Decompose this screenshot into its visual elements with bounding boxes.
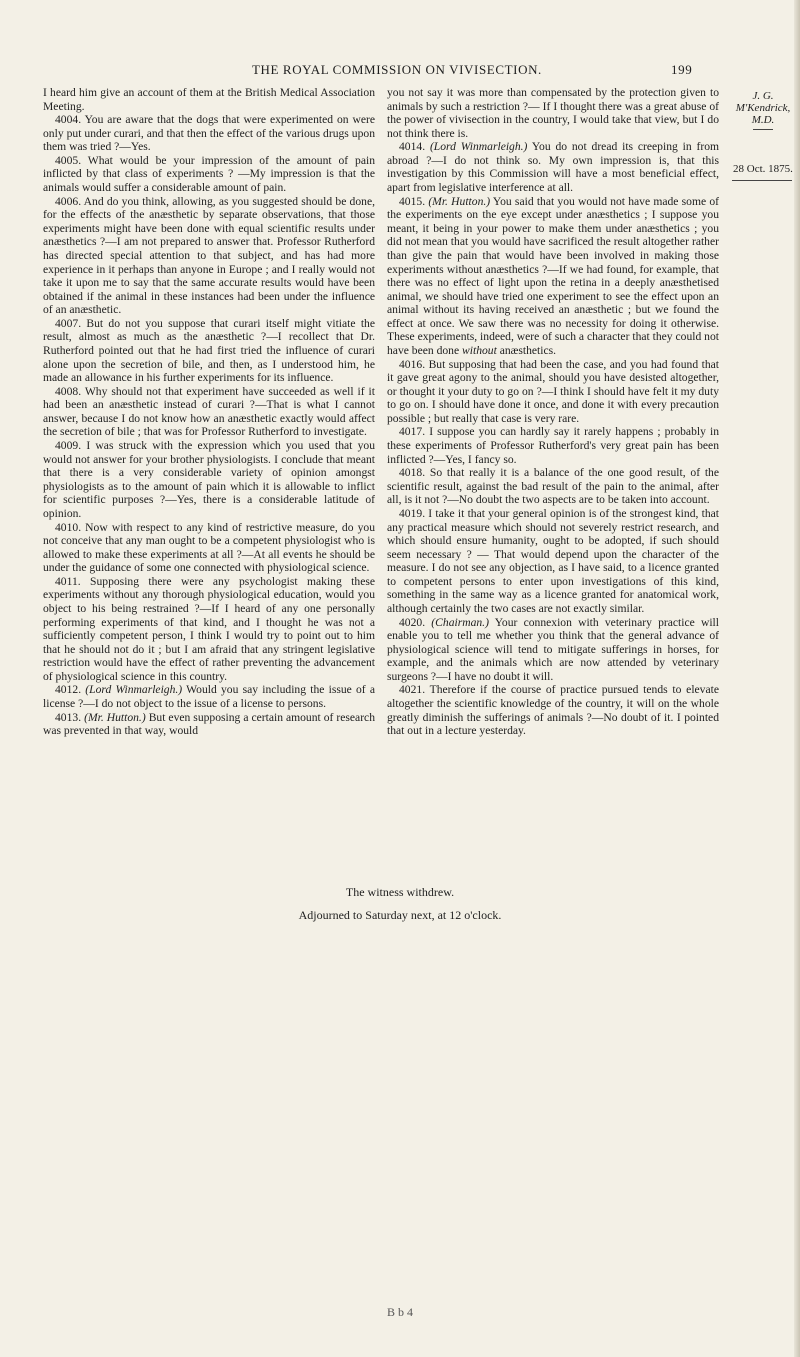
running-title: THE ROYAL COMMISSION ON VIVISECTION. (252, 62, 542, 77)
paragraph-tail: anæsthetics. (496, 343, 557, 357)
speaker-name: (Mr. Hutton.) (84, 710, 146, 724)
testimony-paragraph (387, 683, 719, 737)
speaker-name: (Lord Winmarleigh.) (85, 683, 183, 697)
paragraph-text: What would be your impression of the amount of pain inflicted by that class of experiments ? —My impression is that the animals would suffer a considerable amount of pain. (43, 153, 375, 195)
testimony-paragraph (387, 616, 719, 684)
paragraph-text: And do you think, allowing, as you suggested should be done, for the effects of the anæsthetic by separate observations, that those experiments might have been done with equal scientific results under anæsthetics ?—I am not prepared to answer that. Professor Rutherford has directed special attention to that subject, and has had more experience in it perhaps than anyone in Europe ; and I really would not take it upon me to say that the same accurate results would have been obtained if the animal in these instances had been under the influence of an anæsthetic. (43, 194, 375, 317)
testimony-paragraph (387, 425, 719, 466)
question-number: 4008. (55, 384, 82, 398)
question-number: 4018. (399, 466, 426, 480)
testimony-paragraph (43, 683, 375, 710)
paragraph-text: You do not dread its creeping in from abroad ?—I do not think so. My own impression is, that this investigation by this Commission will have a most beneficial effect, apart from legislative interference at all. (387, 140, 720, 195)
margin-rule-lower (732, 180, 792, 181)
signature-mark: B b 4 (386, 1305, 413, 1319)
testimony-paragraph (43, 86, 375, 113)
testimony-paragraph (43, 195, 375, 317)
question-number: 4017. (399, 425, 426, 439)
paragraph-text: Why should not that experiment have succeeded as well if it had been an anæsthetic instead of curari ?—That is what I cannot answer, because I do not know how an anæsthetic exactly would affect the secretion of bile ; that was for Professor Rutherford to investigate. (43, 384, 375, 439)
testimony-paragraph (43, 575, 375, 684)
paragraph-text: I suppose you can hardly say it rarely happens ; probably in these experiments of Professor Rutherford's very great pain has been inflicted ?—Yes, I fancy so. (387, 425, 719, 466)
paragraph-text: But even supposing a certain amount of research was prevented in that way, would (43, 710, 375, 738)
question-number: 4020. (399, 615, 426, 629)
question-number: 4015. (399, 194, 426, 208)
witness-withdrew-note: The witness withdrew. (345, 885, 455, 899)
speaker-name: (Lord Winmarleigh.) (429, 140, 528, 154)
question-number: 4013. (55, 710, 82, 724)
paragraph-text: I heard him give an account of them at the British Medical Association Meeting. (43, 86, 375, 113)
paragraph-text: you not say it was more than compensated by the protection given to animals by such a restriction ?— If I thought there was a great abuse of the power of vivisection in the country, I would take that view, but I do not think there is. (387, 86, 719, 140)
question-number: 4004. (55, 113, 82, 127)
testimony-paragraph (387, 86, 719, 140)
paragraph-text: Now with respect to any kind of restrictive measure, do you not conceive that any man ought to be a competent physiologist who is allowed to make these experiments at all ?—At all events he should be under the guidance of some one connected with physiological science. (43, 520, 375, 575)
left-column (43, 86, 375, 738)
testimony-paragraph (43, 317, 375, 385)
paragraph-text: You said that you would not have made some of the experiments on the eye except under anæsthetics ; I suppose you meant, it being in your power to make them under anæsthetics ; you did not mean that you would have sacrificed the result altogether rather than give the pain that would have been involved in making those experiments without anæsthetics ?—If we had found, for example, that there was no effect of light upon the retina in a deeply anæsthetised animal, we should have tried one experiment to see the effect upon an animal without its having received an anæsthetic ; but we found the effect at once. We saw there was no necessity for doing it otherwise. These experiments, indeed, were of such a character that they could not have been done (387, 194, 719, 357)
paragraph-text: But supposing that had been the case, and you had found that it gave great agony to the animal, should you have desisted altogether, or thought it your duty to go on ?—I think I should have felt it my duty to go on. I should have done it once, and done it with every precaution possible ; but really that case is very rare. (387, 357, 719, 425)
witness-initials: J. G. (752, 90, 774, 102)
testimony-paragraph (43, 439, 375, 520)
paragraph-text: I was struck with the expression which you used that you would not answer for your brother physiologists. I conclude that meant that there is a very considerable variety of opinion amongst physiologists as to the amount of pain which it is allowable to inflict for scientific purposes ?—Yes, there is a considerable latitude of opinion. (43, 439, 375, 520)
question-number: 4007. (55, 316, 82, 330)
paragraph-text: So that really it is a balance of the one good result, of the scientific result, against the bad result of the pain to the animal, after all, is it not ?—No doubt the two aspects are to be taken into account. (387, 466, 719, 507)
witness-surname: M'Kendrick, (735, 102, 791, 114)
adjourned-note: Adjourned to Saturday next, at 12 o'clock. (298, 908, 502, 922)
testimony-paragraph (387, 507, 719, 616)
testimony-paragraph (387, 358, 719, 426)
testimony-paragraph (387, 466, 719, 507)
question-number: 4011. (55, 574, 81, 588)
testimony-paragraph (43, 521, 375, 575)
question-number: 4009. (55, 439, 82, 453)
question-number: 4016. (399, 357, 426, 371)
testimony-paragraph (387, 195, 719, 358)
speaker-name: (Chairman.) (431, 615, 489, 629)
paragraph-text: You are aware that the dogs that were experimented on were only put under curari, and that then the effect of the various drugs upon them was tried ?—Yes. (43, 113, 375, 154)
right-column (387, 86, 719, 738)
question-number: 4014. (399, 140, 426, 154)
margin-note (730, 90, 796, 175)
witness-degree: M.D. (751, 114, 775, 126)
hearing-date: 28 Oct. 1875. (733, 163, 793, 175)
question-number: 4005. (55, 153, 82, 167)
margin-rule (753, 129, 773, 130)
paragraph-text: I take it that your general opinion is of the strongest kind, that any practical measure which should not severely restrict research, and which should ensure humanity, ought to be adopted, if such should seem necessary ? — That would depend upon the character of the measure. I do not see any objection, as I have said, to a licence granted to competent persons to enter upon investigations of this kind, something in the same way as a licence granted for anatomical work, although certainly the two cases are not exactly similar. (387, 506, 719, 615)
speaker-name: (Mr. Hutton.) (428, 194, 491, 208)
paragraph-text: Would you say including the issue of a license ?—I do not object to the issue of a license to persons. (43, 683, 375, 711)
question-number: 4006. (55, 194, 82, 208)
question-number: 4019. (399, 506, 426, 520)
page-number: 199 (671, 62, 693, 77)
emphasis-text: without (462, 343, 497, 357)
testimony-paragraph (387, 140, 719, 194)
paragraph-text: Therefore if the course of practice pursued tends to elevate altogether the scientific knowledge of the country, it will on the whole greatly diminish the sufferings of animals ?—No doubt of it. I pointed that out in a lecture yesterday. (387, 683, 719, 738)
testimony-paragraph (43, 154, 375, 195)
testimony-paragraph (43, 711, 375, 738)
paragraph-text: Supposing there were any psychologist making these experiments without any thorough physiological education, would you object to his being restrained ?—If I heard of any one personally performing experiments of that kind, and I thought he was not a sufficiently competent person, I think I would try to point out to him that he should not do it ; but I am afraid that any stringent legislative restriction would have the effect of rather preventing the advancement of physiological science in this country. (43, 574, 375, 683)
paragraph-text: But do not you suppose that curari itself might vitiate the result, almost as much as the anæsthetic ?—I recollect that Dr. Rutherford pointed out that he had first tried the influence of curari alone upon the secretion of bile, and then, as I understood him, he made an allowance in his further experiments for its influence. (43, 316, 375, 385)
page-edge-shadow (794, 0, 800, 1357)
question-number: 4010. (55, 520, 82, 534)
question-number: 4012. (55, 683, 82, 697)
paragraph-text: Your connexion with veterinary practice will enable you to tell me whether you think that the general advance of physiological science will tend to mitigate sufferings in horses, for example, and the animals which are now attended by veterinary surgeons ?—I have no doubt it will. (387, 615, 719, 683)
question-number: 4021. (399, 683, 426, 697)
testimony-paragraph (43, 113, 375, 154)
testimony-paragraph (43, 385, 375, 439)
